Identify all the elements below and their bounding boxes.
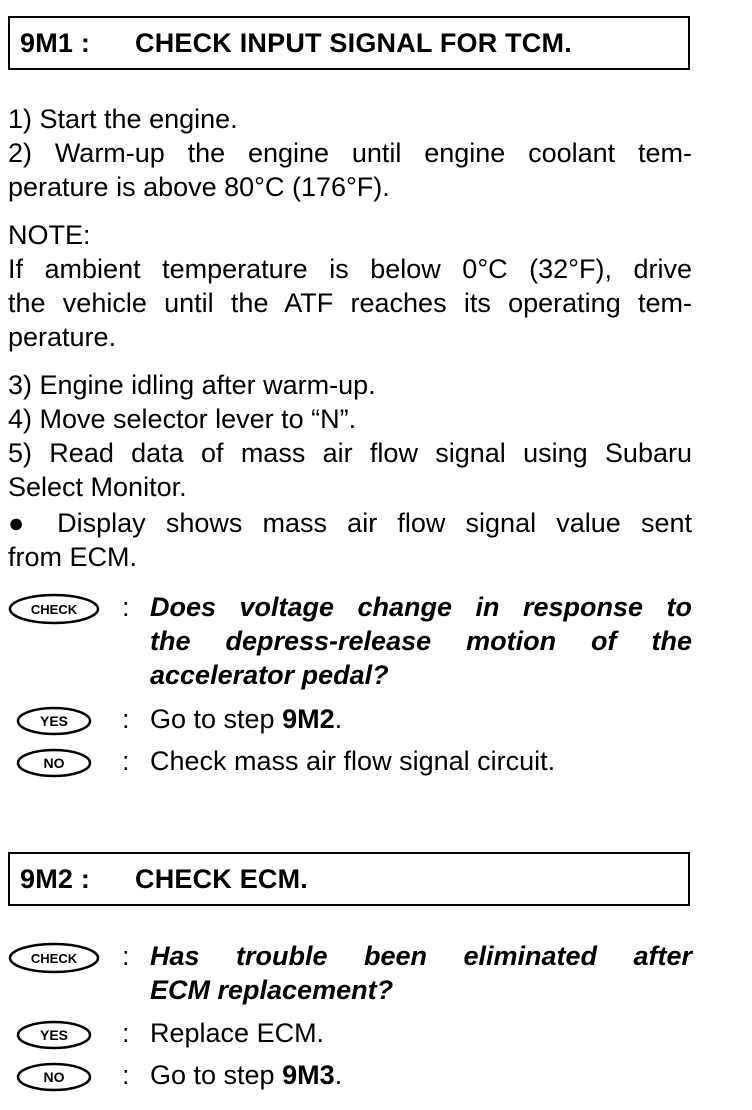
instruction-line: 2) Warm-up the engine until engine coolant tem- <box>8 138 692 168</box>
check-question-line: ECM replacement? <box>150 975 394 1005</box>
colon: : <box>122 1060 130 1090</box>
check-badge-icon <box>8 593 98 623</box>
step-link[interactable]: 9M3 <box>282 1060 335 1090</box>
note-line: If ambient temperature is below 0°C (32°F), drive <box>8 254 692 284</box>
instruction-line: 1) Start the engine. <box>8 104 238 134</box>
yes-answer: Replace ECM. <box>150 1018 325 1048</box>
badge-label: YES <box>39 1027 69 1043</box>
no-badge-icon <box>8 1061 98 1091</box>
colon: : <box>122 1018 130 1048</box>
step-header-9m2 <box>8 852 690 906</box>
note-line: the vehicle until the ATF reaches its operating tem- <box>8 288 692 318</box>
step-link[interactable]: 9M2 <box>282 704 335 734</box>
colon: : <box>122 746 130 776</box>
step-title: CHECK INPUT SIGNAL FOR TCM. <box>135 28 572 58</box>
bullet-line: ● Display shows mass air flow signal value sent <box>8 508 692 538</box>
colon: : <box>122 941 130 971</box>
instruction-line: 5) Read data of mass air flow signal using Subaru <box>8 438 692 468</box>
check-question-line: Does voltage change in response to <box>150 592 692 622</box>
badge-label: NO <box>43 755 65 771</box>
no-answer: Check mass air flow signal circuit. <box>150 746 556 776</box>
badge-label: CHECK <box>30 602 78 617</box>
colon: : <box>122 704 130 734</box>
badge-label: CHECK <box>30 951 78 966</box>
step-title: CHECK ECM. <box>135 864 309 894</box>
check-question-line: accelerator pedal? <box>150 660 389 690</box>
check-badge-icon <box>8 942 98 972</box>
yes-badge-icon <box>8 705 98 735</box>
instruction-line: 3) Engine idling after warm-up. <box>8 370 376 400</box>
instruction-line: perature is above 80°C (176°F). <box>8 172 390 202</box>
badge-label: YES <box>39 713 69 729</box>
no-badge-icon <box>8 747 98 777</box>
note-heading: NOTE: <box>8 220 91 250</box>
step-id: 9M1 : <box>20 28 91 58</box>
note-line: perature. <box>8 322 117 352</box>
badge-label: NO <box>43 1069 65 1085</box>
check-question-line: Has trouble been eliminated after <box>150 941 692 971</box>
yes-badge-icon <box>8 1019 98 1049</box>
no-answer: Go to step 9M3. <box>150 1060 343 1090</box>
yes-answer: Go to step 9M2. <box>150 704 343 734</box>
colon: : <box>122 592 130 622</box>
instruction-line: Select Monitor. <box>8 472 187 502</box>
instruction-line: 4) Move selector lever to “N”. <box>8 404 357 434</box>
bullet-line: from ECM. <box>8 542 138 572</box>
check-question-line: the depress-release motion of the <box>150 626 692 656</box>
step-id: 9M2 : <box>20 864 91 894</box>
step-header-9m1 <box>8 16 690 70</box>
